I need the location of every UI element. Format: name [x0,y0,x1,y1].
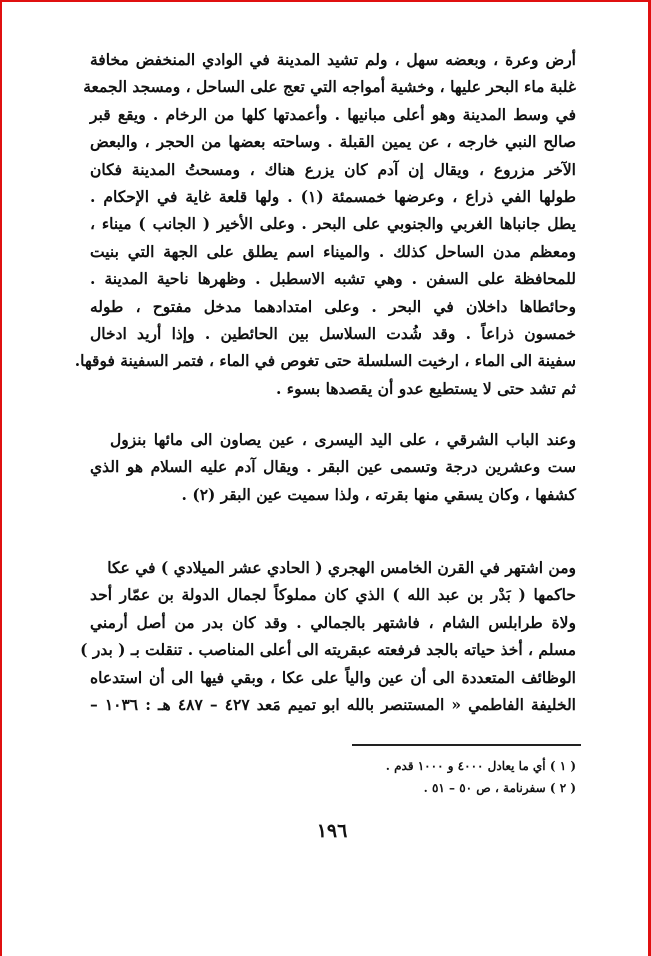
text-line: حاكمها ( بَدْر بن عبد الله ) الذي كان مملوكاً لجمال الدولة بن عمّار أحد [90,585,576,605]
text-line: للمحافظة على السفن . وهي تشبه الاسطبل . وظهرها ناحية المدينة . [90,269,576,289]
footnote-1: ( ١ ) أي ما يعادل ٤٠٠٠ و ١٠٠٠ قدم . [385,759,576,773]
text-line: سفينة الى الماء ، ارخيت السلسلة حتى تغوص في الماء ، فتمر السفينة فوقها. [74,351,576,371]
text-line: كشفها ، وكان يسقي منها بقرته ، ولذا سميت عين البقر (٢) . [181,484,576,504]
text-line: ثم تشد حتى لا يستطيع عدو أن يقصدها بسوء . [276,378,576,398]
text-line: الآخر مزروع ، ويقال إن آدم كان يزرع هناك ، ومسحتُ المدينة فكان [90,159,576,179]
footnote-2: ( ٢ ) سفرنامة ، ص ٥٠ – ٥١ . [423,781,576,795]
text-line: يطل جانباها الغربي والجنوبي على البحر . وعلى الأخير ( الجانب ) ميناء ، [90,214,576,234]
text-line: الوظائف المتعددة الى أن عين والياً على عكا ، وبقي فيها الى أن استدعاه [90,667,576,687]
text-line: ومن اشتهر في القرن الخامس الهجري ( الحادي عشر الميلادي ) في عكا [107,558,576,577]
text-line: خمسون ذراعاً . وقد شُدت السلاسل بين الحائطين . وإذا أريد ادخال [90,324,576,343]
text-line: طولها الفي ذراع ، وعرضها خمسمئة (١) . ولها قلعة غاية في الإحكام . [90,187,576,206]
page-number: ١٩٦ [316,820,348,842]
text-line: مسلم ، أخذ حياته بالجد فرفعته عبقريته الى أعلى المناصب . تنقلت بـ ( بدر ) [80,640,576,660]
footnote-separator [352,744,581,746]
text-line: وعند الباب الشرقي ، على اليد اليسرى ، عين يصاون الى مائها بنزول [110,430,576,449]
text-line: أرض وعرة ، وبعضه سهل ، ولم تشيد المدينة في الوادي المنخفض مخافة [90,50,576,69]
text-line: ومعظم مدن الساحل كذلك . والميناء اسم يطلق على الجهة التي بنيت [90,241,576,261]
text-line: صالح النبي خارجه ، عن يمين القبلة . وساحته بعضها من الحجر ، والبعض [90,132,576,152]
text-line: الخليفة الفاطمي « المستنصر بالله ابو تميم مَعد ٤٢٧ – ٤٨٧ هـ : ١٠٣٦ – [90,695,576,714]
text-line: وحائطاها داخلان في البحر . وعلى امتدادهما مدخل مفتوح ، طوله [90,296,576,316]
text-line: ولاة طرابلس الشام ، فاشتهر بالجمالي . وقد كان بدر من أصل أرمني [90,612,576,632]
text-line: في وسط المدينة وهو أعلى مبانيها . وأعمدتها كلها من الرخام . ويقع قبر [90,104,576,124]
text-line: غلبة ماء البحر عليها ، وخشية أمواجه التي تعج على الساحل ، ومسجد الجمعة [83,77,576,97]
text-line: ست وعشرين درجة وتسمى عين البقر . ويقال آدم عليه السلام هو الذي [90,457,576,477]
